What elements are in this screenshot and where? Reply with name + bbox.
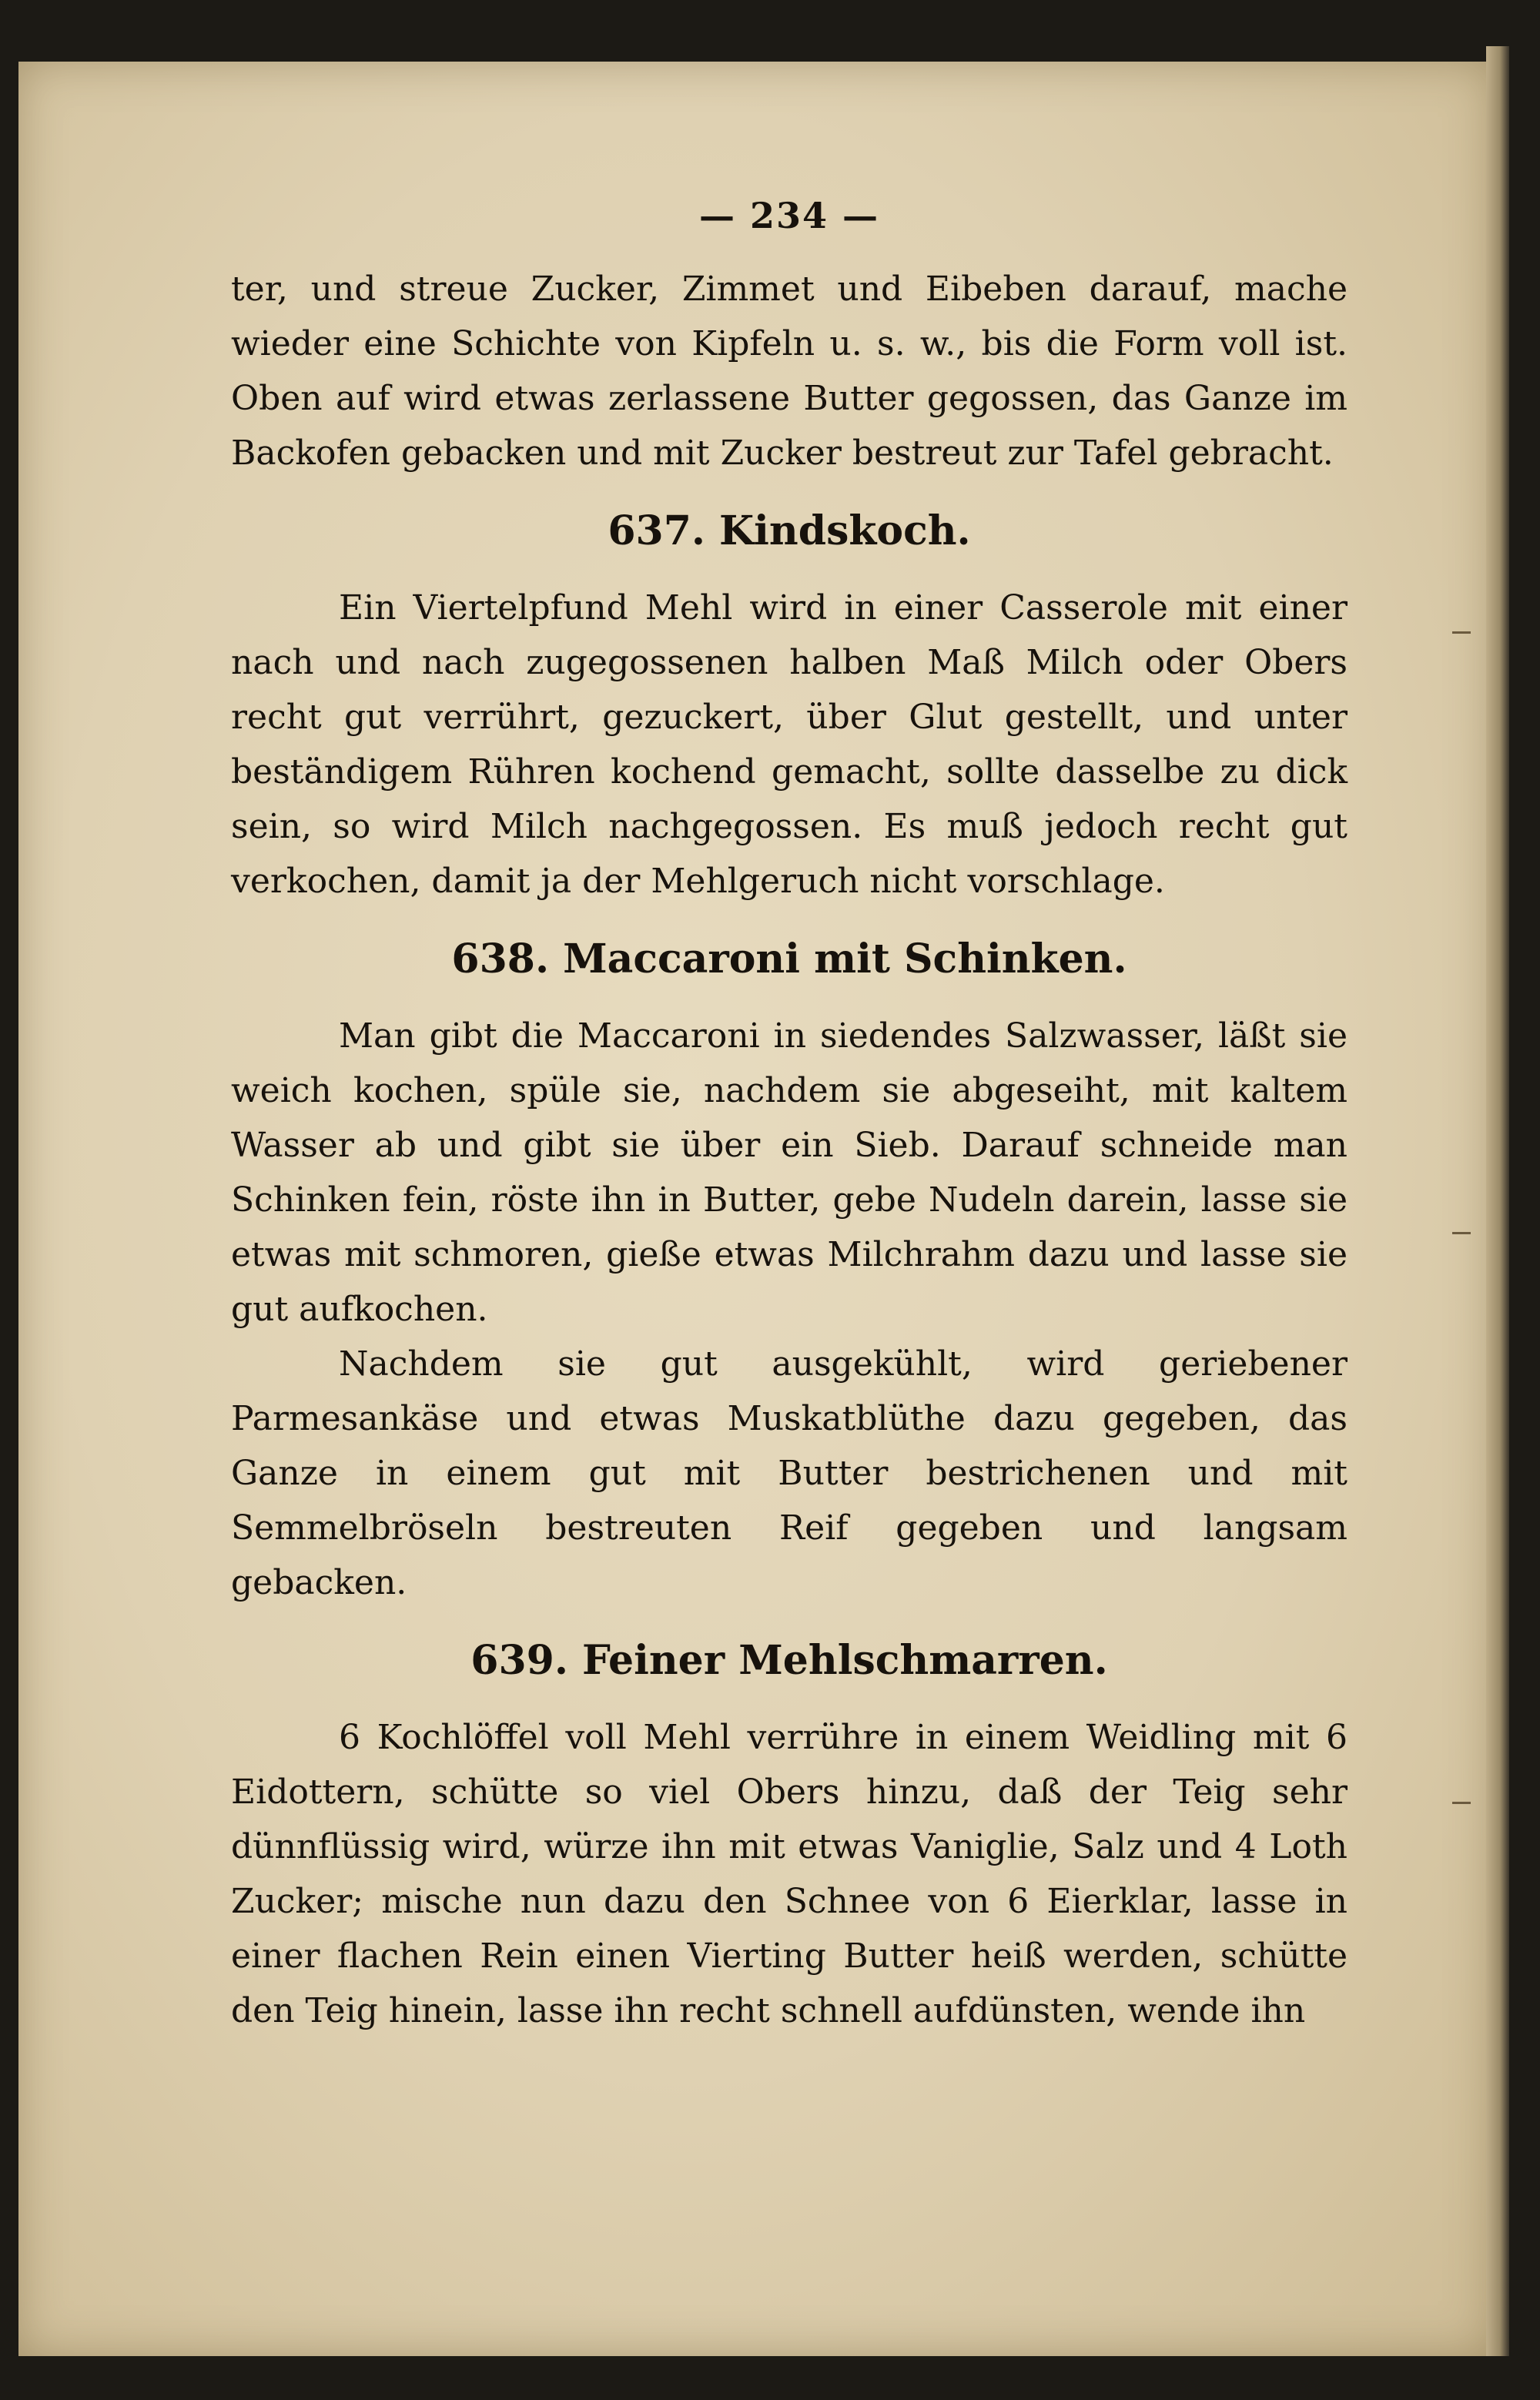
- page-mark: [1452, 1802, 1471, 1804]
- recipe-number: 637.: [608, 507, 705, 554]
- recipe-639: [231, 1628, 1348, 2038]
- recipe-637: [231, 499, 1348, 909]
- recipe-heading: [231, 1628, 1348, 1693]
- page-text: [231, 192, 1348, 2038]
- recipe-638: [231, 927, 1348, 1610]
- page-edge: [1486, 46, 1509, 2356]
- recipe-paragraph: Nachdem sie gut ausgekühlt, wird geriebener Parmesankäse und etwas Muskatblüthe dazu gegeben, das Ganze in einem gut mit Butter bestrichenen und mit Semmelbröseln bestreuten Reif gegeben und langsam gebacken.: [231, 1344, 1348, 1602]
- intro-paragraph: ter, und streue Zucker, Zimmet und Eibeben darauf, mache wieder eine Schichte von Kipfeln u. s. w., bis die Form voll ist. Oben auf wird etwas zerlassene Butter gegossen, das Ganze im Backofen gebacken und mit Zucker bestreut zur Tafel gebracht.: [231, 269, 1348, 473]
- recipe-title: Feiner Mehlschmarren.: [581, 1637, 1108, 1684]
- page-mark: [1452, 1232, 1471, 1234]
- recipe-title: Kindskoch.: [718, 507, 971, 554]
- recipe-title: Maccaroni mit Schinken.: [563, 936, 1127, 982]
- recipe-paragraph: Man gibt die Maccaroni in siedendes Salzwasser, läßt sie weich kochen, spüle sie, nachdem sie abgeseiht, mit kaltem Wasser ab und gibt sie über ein Sieb. Darauf schneide man Schinken fein, röste ihn in Butter, gebe Nudeln darein, lasse sie etwas mit schmoren, gieße etwas Milchrahm dazu und lasse sie gut aufkochen.: [231, 1016, 1348, 1329]
- recipe-number: 638.: [451, 936, 550, 982]
- page-mark: [1452, 631, 1471, 634]
- recipe-paragraph: Ein Viertelpfund Mehl wird in einer Casserole mit einer nach und nach zugegossenen halben Maß Milch oder Obers recht gut verrührt, gezuckert, über Glut gestellt, und unter beständigem Rühren kochend gemacht, sollte dasselbe zu dick sein, so wird Milch nachgegossen. Es muß jedoch recht gut verkochen, damit ja der Mehlgeruch nicht vorschlage.: [231, 588, 1348, 901]
- page-number: — 234 —: [698, 195, 880, 236]
- recipe-paragraph: 6 Kochlöffel voll Mehl verrühre in einem Weidling mit 6 Eidottern, schütte so viel Obers hinzu, daß der Teig sehr dünnflüssig wird, würze ihn mit etwas Vaniglie, Salz und 4 Loth Zucker; mische nun dazu den Schnee von 6 Eierklar, lasse in einer flachen Rein einen Vierting Butter heiß werden, schütte den Teig hinein, lasse ihn recht schnell aufdünsten, wende ihn: [231, 1718, 1348, 2030]
- recipe-heading: [231, 499, 1348, 564]
- recipe-heading: [231, 927, 1348, 992]
- recipe-number: 639.: [470, 1637, 568, 1684]
